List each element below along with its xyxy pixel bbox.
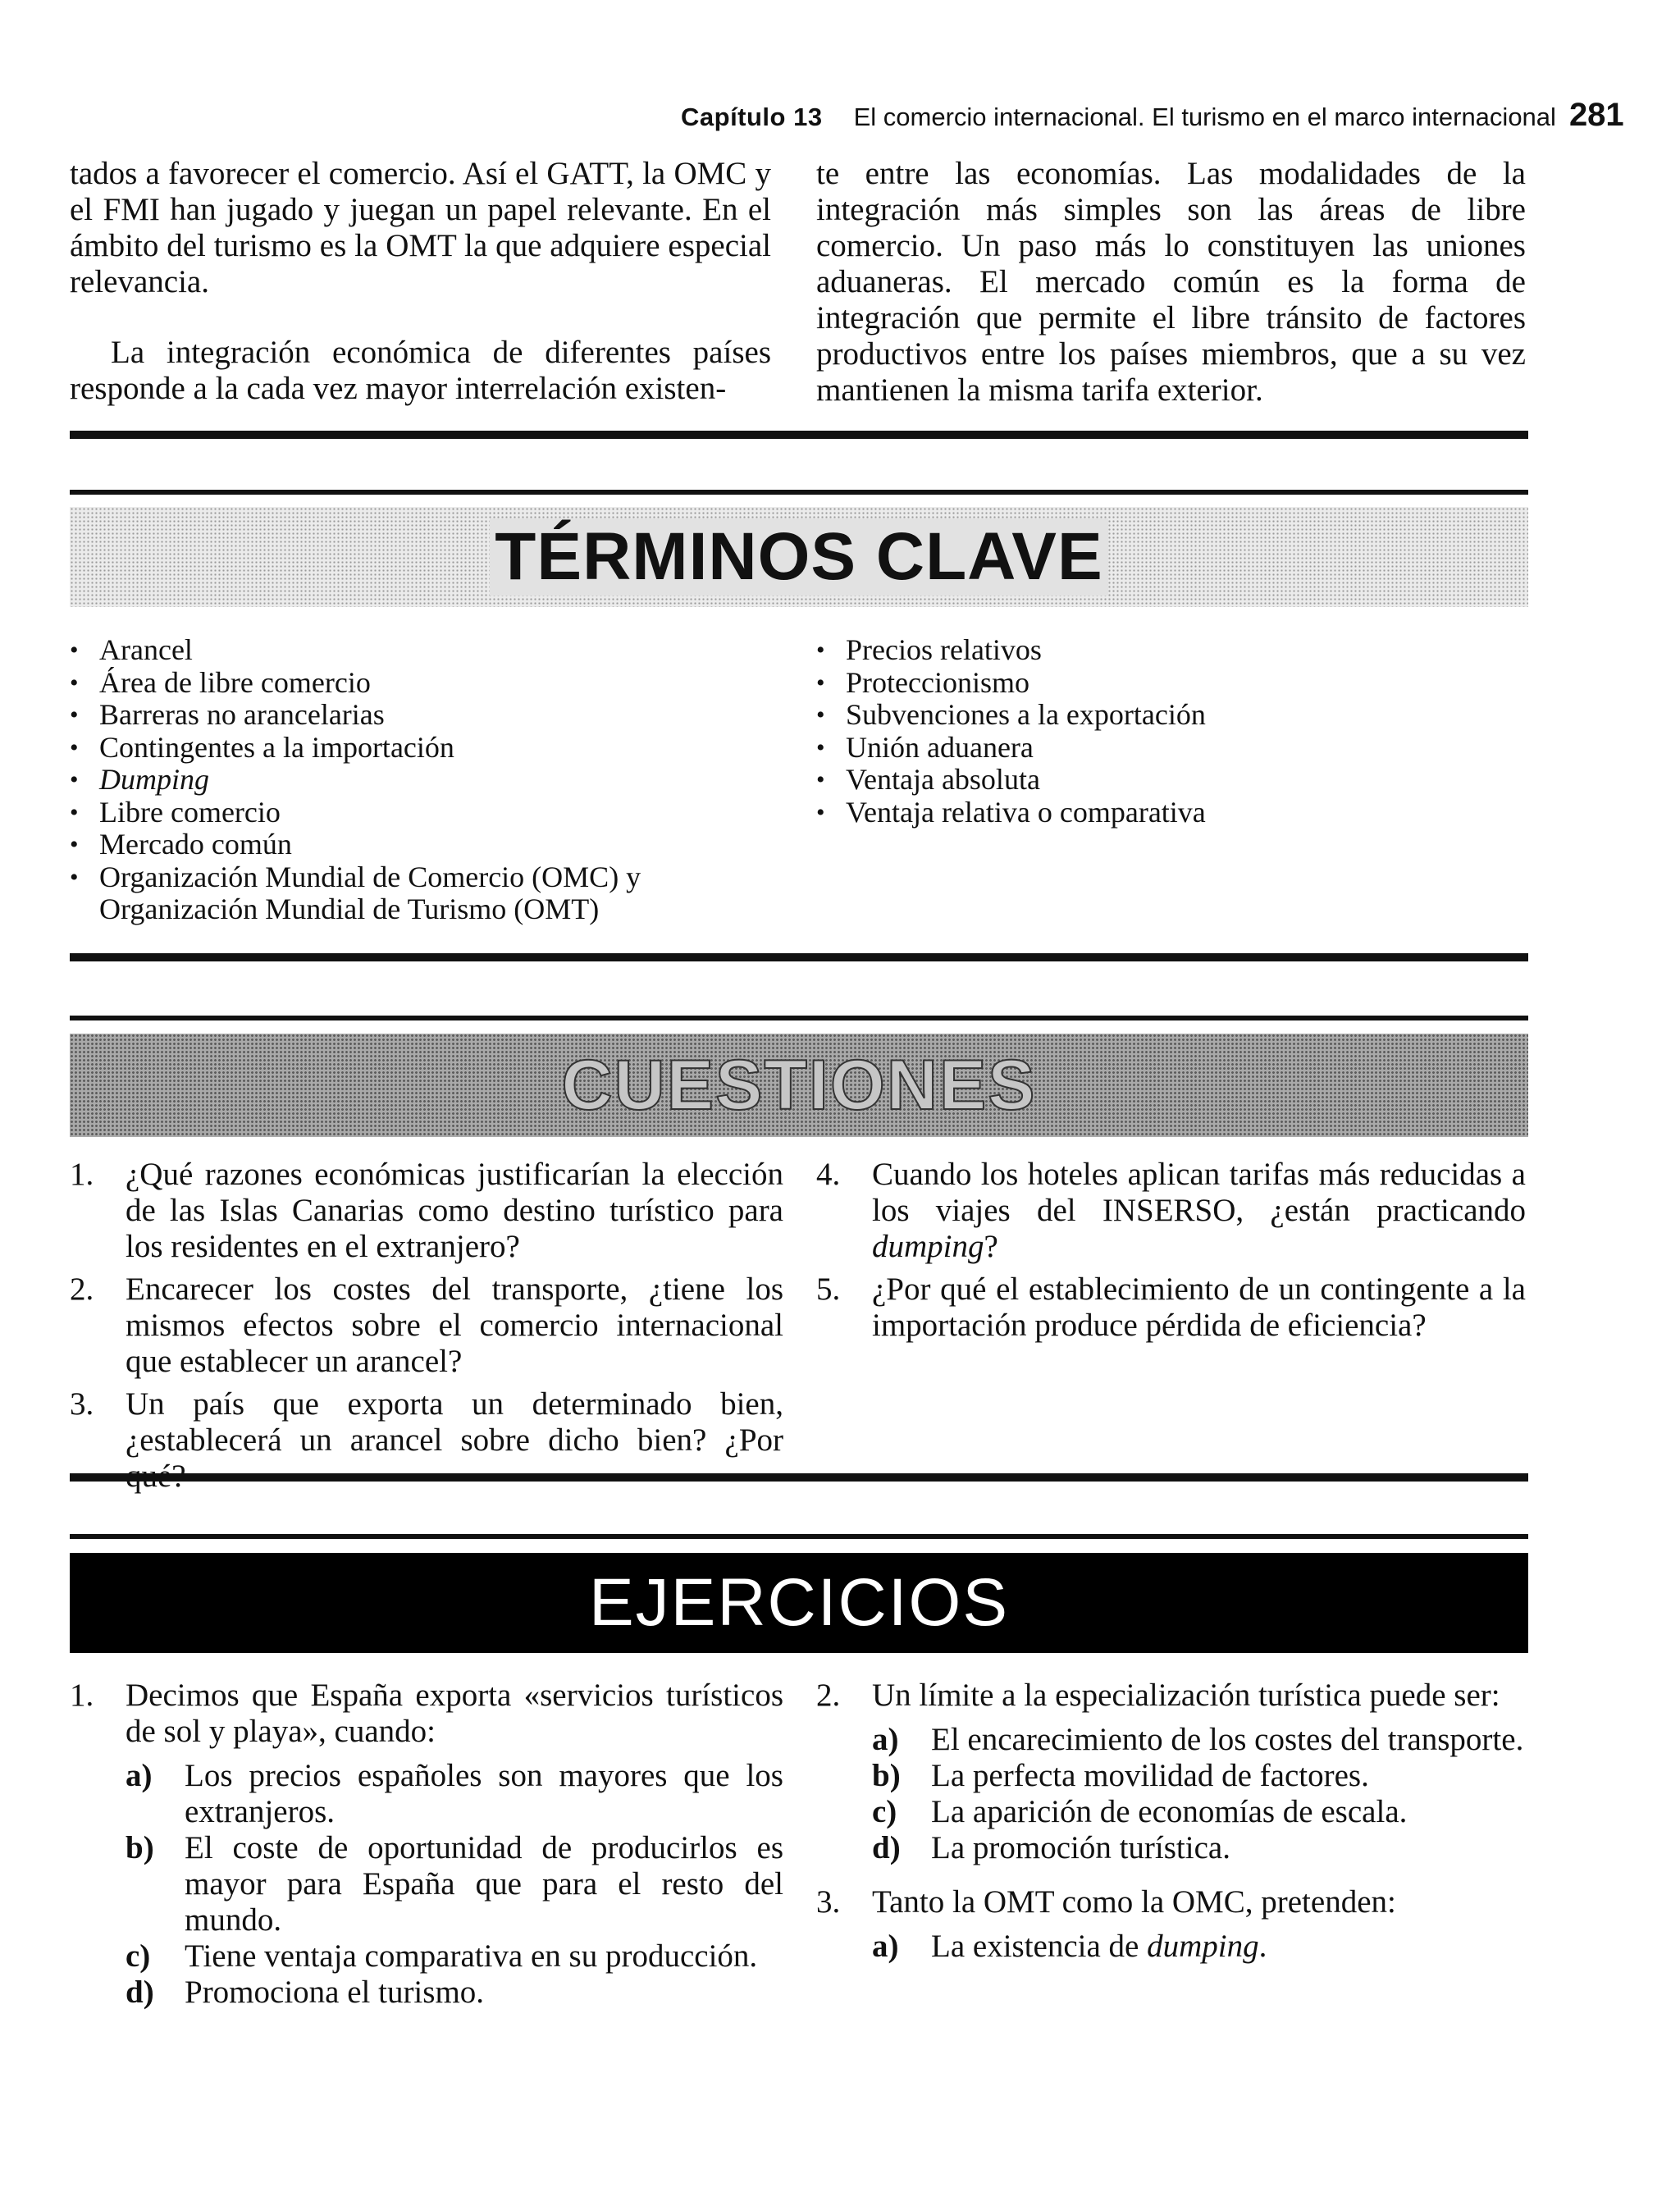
option-item: a) La existencia de dumping.	[872, 1929, 1267, 1964]
ejercicios-banner	[70, 1553, 1528, 1653]
list-item: • Dumping	[70, 763, 209, 796]
list-item: • Organización Mundial de Comercio (OMC) y Organización Mundial de Turismo (OMT)	[70, 860, 641, 925]
exercise-options	[872, 1929, 1526, 1965]
intro-paragraph: te entre las economías. Las modalidades de la integración más simples son las áreas de libre comercio. Un paso más lo constituyen las uniones aduaneras. El mercado común es la forma de integración que permite el libre tránsito de factores productivos entre los países miembros, que a su vez mantienen la misma tarifa exterior.	[816, 156, 1526, 408]
intro-paragraph: La integración económica de diferentes países responde a la cada vez mayor interrelación existen-	[70, 335, 771, 406]
list-item: • Subvenciones a la exportación	[816, 698, 1206, 731]
option-item: c) La aparición de economías de escala.	[872, 1794, 1408, 1829]
ejercicios-left-list	[70, 1678, 783, 2011]
cuestiones-banner	[70, 1034, 1528, 1137]
list-item: • Proteccionismo	[816, 665, 1029, 699]
option-item: b) El coste de oportunidad de producirlos es mayor para España que para el resto del mundo.	[126, 1830, 783, 1938]
intro-left-column	[70, 156, 771, 407]
page-header	[681, 97, 1624, 138]
terminos-clave-title: TÉRMINOS CLAVE	[490, 518, 1107, 596]
section-divider	[70, 431, 1528, 439]
ejercicios-title: EJERCICIOS	[588, 1565, 1010, 1640]
chapter-title: El comercio internacional. El turismo en el marco internacional	[853, 103, 1556, 131]
list-item: • Precios relativos	[816, 633, 1042, 666]
option-item: d) Promociona el turismo.	[126, 1975, 485, 2010]
option-item: d) La promoción turística.	[872, 1830, 1230, 1865]
question-item: 1. ¿Qué razones económicas justificarían la elección de las Islas Canarias como destino turístico para los residentes en el extranjero?	[70, 1157, 783, 1264]
key-terms-right-list	[816, 634, 1522, 829]
exercise-item: 3. Tanto la OMT como la OMC, pretenden: a) La existencia de dumping.	[816, 1884, 1526, 1965]
question-item: 3. Un país que exporta un determinado bien, ¿establecerá un arancel sobre dicho bien? ¿Por	[70, 1386, 783, 1458]
list-item: • Libre comercio	[70, 795, 281, 829]
exercise-options	[126, 1758, 783, 2011]
option-item: a) El encarecimiento de los costes del transporte.	[872, 1722, 1524, 1757]
cuestiones-title: CUESTIONES	[561, 1045, 1037, 1125]
section-divider	[70, 953, 1528, 961]
intro-right-column	[816, 156, 1526, 409]
ejercicios-right-list	[816, 1678, 1526, 1965]
cuestiones-left-list	[70, 1157, 783, 1495]
terminos-clave-banner	[70, 507, 1528, 607]
list-item: • Área de libre comercio	[70, 665, 371, 699]
question-item: 5. ¿Por qué el establecimiento de un contingente a la importación produce pérdida de eficiencia?	[816, 1272, 1526, 1343]
key-terms-left-list	[70, 634, 783, 926]
list-item: • Contingentes a la importación	[70, 730, 454, 764]
question-item: 2. Encarecer los costes del transporte, ¿tiene los mismos efectos sobre el comercio internacional que establecer un arancel?	[70, 1272, 783, 1379]
list-item: • Barreras no arancelarias	[70, 698, 385, 731]
page-number: 281	[1568, 97, 1624, 133]
list-item: • Unión aduanera	[816, 730, 1034, 764]
cuestiones-right-list	[816, 1157, 1526, 1344]
list-item: • Arancel	[70, 633, 193, 666]
section-divider	[70, 1473, 1528, 1482]
option-item: b) La perfecta movilidad de factores.	[872, 1758, 1369, 1793]
exercise-item: 1. Decimos que España exporta «servicios turísticos de sol y playa», cuando: a) Los precios españoles son mayores que los extranjeros. b) El coste de oportunidad de producirlos es mayor para España que para el resto del mundo. c) Tiene ventaja comparativa en su producción. d) Promociona el turismo.	[70, 1678, 783, 2010]
intro-paragraph: tados a favorecer el comercio. Así el GATT, la OMC y el FMI han jugado y juegan un papel relevante. En el ámbito del turismo es la OMT la que adquiere especial relevancia.	[70, 156, 771, 299]
list-item: • Mercado común	[70, 828, 292, 861]
option-item: c) Tiene ventaja comparativa en su producción.	[126, 1938, 758, 1974]
section-divider	[70, 1016, 1528, 1020]
chapter-label: Capítulo 13	[681, 103, 823, 131]
list-item: • Ventaja absoluta	[816, 763, 1040, 796]
question-item: 4. Cuando los hoteles aplican tarifas más reducidas a los viajes del INSERSO, ¿están practicando dumping?	[816, 1157, 1526, 1264]
option-item: a) Los precios españoles son mayores que los extranjeros.	[126, 1758, 783, 1829]
list-item: • Ventaja relativa o comparativa	[816, 795, 1206, 829]
section-divider	[70, 1534, 1528, 1539]
exercise-options	[872, 1722, 1526, 1866]
section-divider	[70, 490, 1528, 495]
exercise-item: 2. Un límite a la especialización turística puede ser: a) El encarecimiento de los costes del transporte. b) La perfecta movilidad de factores. c) La aparición de economías de escala. d) La promoción turística.	[816, 1678, 1526, 1866]
